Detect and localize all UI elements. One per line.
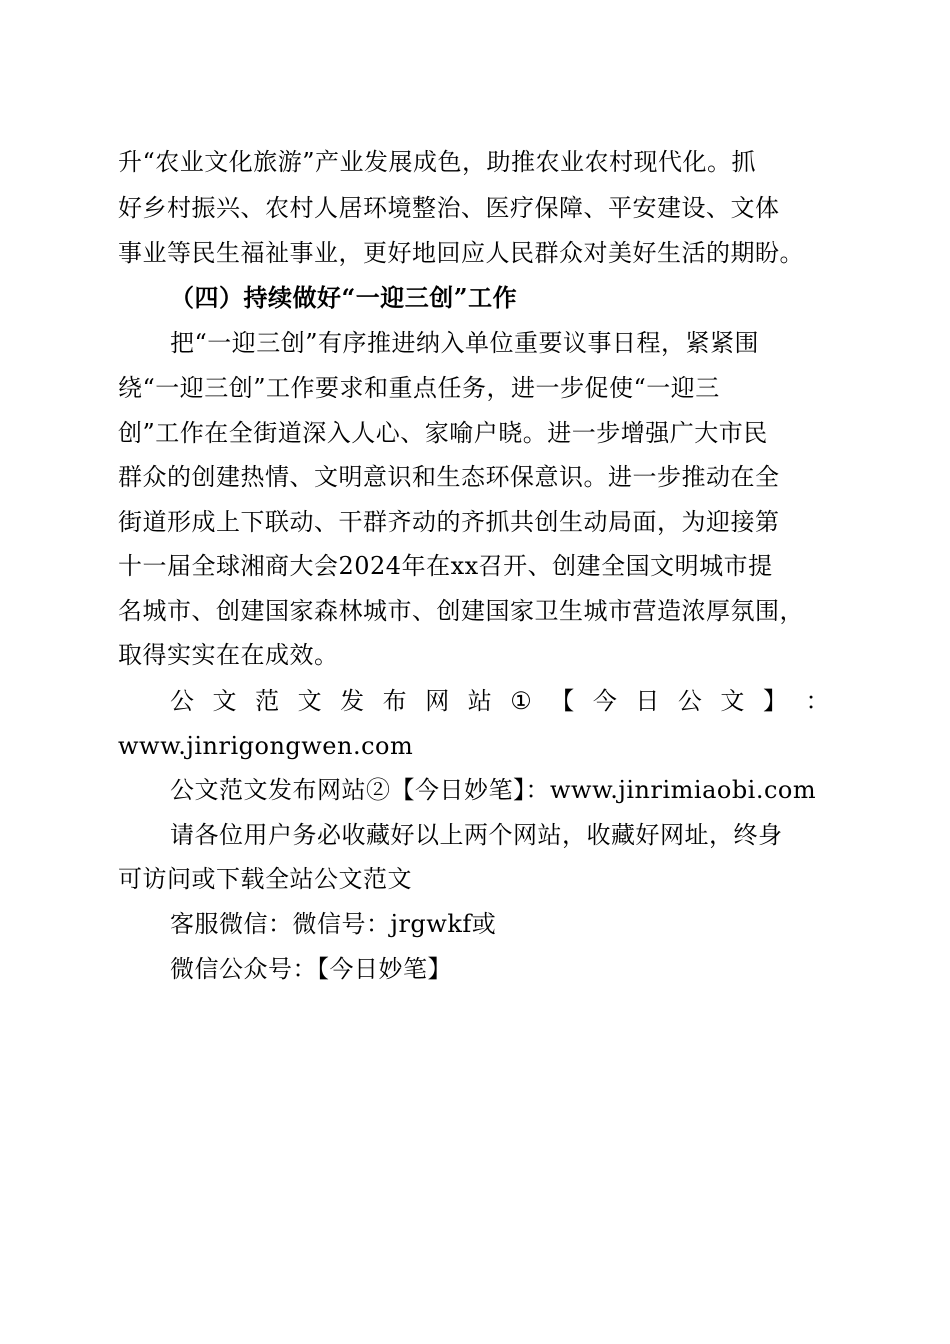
paragraph-line: 群众的创建热情、文明意识和生态环保意识。进一步推动在全 [118,463,780,491]
paragraph-line: 十一届全球湘商大会2024年在xx召开、创建全国文明城市提 [118,552,773,580]
website-1-label: 公 文 范 文 发 布 网 站 ① 【 今 日 公 文 】 ： [170,687,830,715]
website-2: 公文范文发布网站②【今日妙笔】：www.jinrimiaobi.com [170,776,817,804]
reminder-line: 可访问或下载全站公文范文 [118,865,412,893]
paragraph-line: 名城市、创建国家森林城市、创建国家卫生城市营造浓厚氛围， [118,597,804,625]
wechat-official-account: 微信公众号：【今日妙笔】 [170,955,452,983]
wechat-service: 客服微信：微信号：jrgwkf或 [170,910,497,938]
paragraph-line: 创”工作在全街道深入人心、家喻户晓。进一步增强广大市民 [118,419,768,447]
section-heading: （四）持续做好“一迎三创”工作 [170,283,518,312]
paragraph-line: 事业等民生福祉事业，更好地回应人民群众对美好生活的期盼。 [118,239,804,267]
paragraph-line: 绕“一迎三创”工作要求和重点任务，进一步促使“一迎三 [118,374,720,402]
paragraph-line: 好乡村振兴、农村人居环境整治、医疗保障、平安建设、文体 [118,194,780,222]
reminder-line: 请各位用户务必收藏好以上两个网站，收藏好网址，终身 [170,821,783,849]
paragraph-line: 街道形成上下联动、干群齐动的齐抓共创生动局面，为迎接第 [118,508,780,536]
paragraph-line: 升“农业文化旅游”产业发展成色，助推农业农村现代化。抓 [118,148,757,176]
website-1-url: www.jinrigongwen.com [118,732,414,760]
paragraph-line: 把“一迎三创”有序推进纳入单位重要议事日程，紧紧围 [170,329,760,357]
paragraph-line: 取得实实在在成效。 [118,641,339,669]
